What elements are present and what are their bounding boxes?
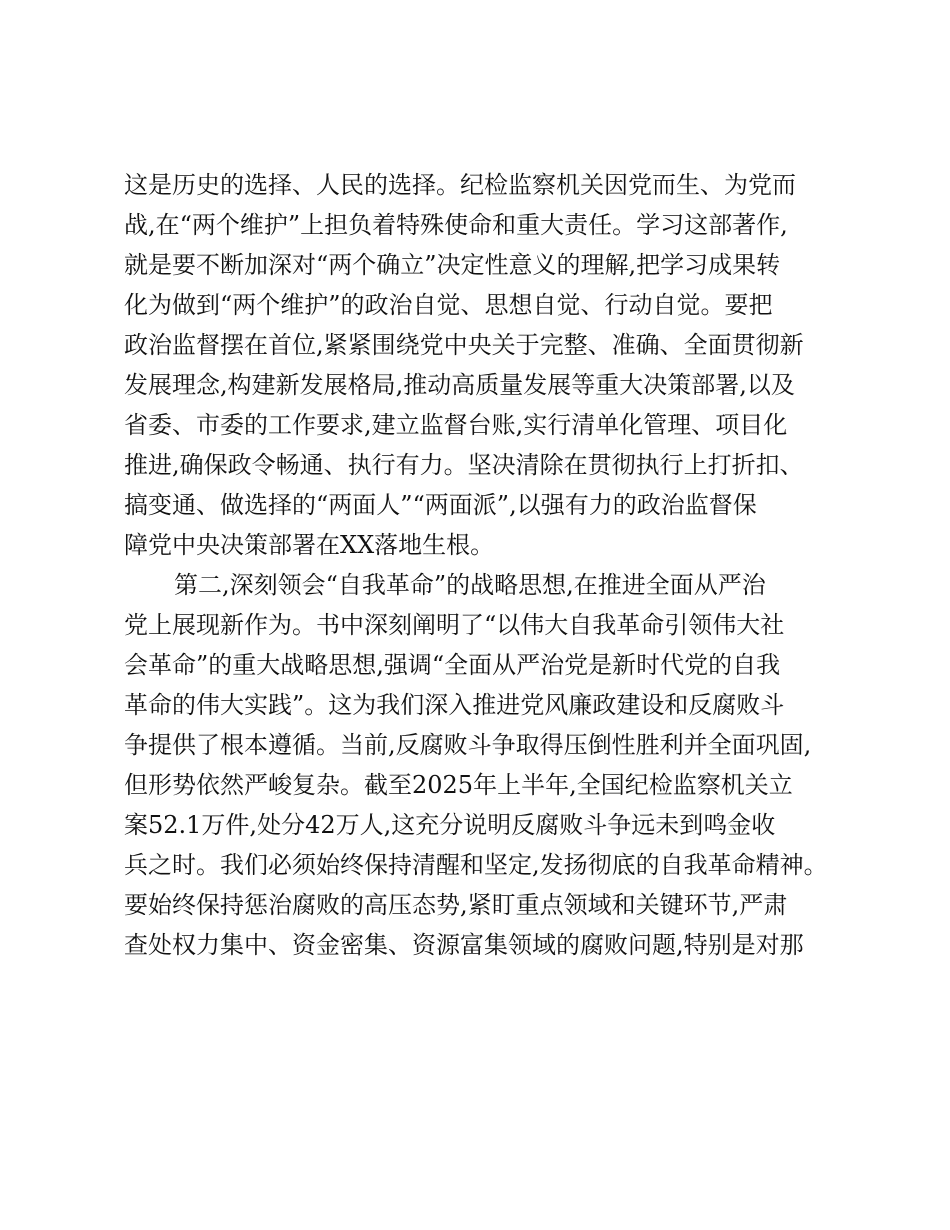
text-line: 推进,确保政令畅通、执行有力。坚决清除在贯彻执行上打折扣、 — [124, 451, 804, 479]
text-line: 搞变通、做选择的“两面人”“两面派”,以强有力的政治监督保 — [124, 491, 757, 519]
body-text — [124, 165, 854, 965]
text-line: 兵之时。我们必须始终保持清醒和坚定,发扬彻底的自我革命精神。 — [124, 851, 828, 879]
text-line: 但形势依然严峻复杂。截至2025年上半年,全国纪检监察机关立 — [124, 771, 793, 799]
text-line: 战,在“两个维护”上担负着特殊使命和重大责任。学习这部著作, — [124, 211, 788, 239]
paragraph-start-line: 第二,深刻领会“自我革命”的战略思想,在推进全面从严治 — [174, 571, 766, 599]
text-line: 就是要不断加深对“两个确立”决定性意义的理解,把学习成果转 — [124, 251, 781, 279]
text-line: 革命的伟大实践”。这为我们深入推进党风廉政建设和反腐败斗 — [124, 691, 785, 719]
text-line: 发展理念,构建新发展格局,推动高质量发展等重大决策部署,以及 — [124, 371, 795, 399]
text-line: 要始终保持惩治腐败的高压态势,紧盯重点领域和关键环节,严肃 — [124, 891, 788, 919]
text-line: 障党中央决策部署在XX落地生根。 — [124, 531, 495, 559]
text-line: 这是历史的选择、人民的选择。纪检监察机关因党而生、为党而 — [124, 171, 796, 199]
text-line: 会革命”的重大战略思想,强调“全面从严治党是新时代党的自我 — [124, 651, 781, 679]
text-line: 查处权力集中、资金密集、资源富集领域的腐败问题,特别是对那 — [124, 931, 804, 959]
text-line: 党上展现新作为。书中深刻阐明了“以伟大自我革命引领伟大社 — [124, 611, 785, 639]
text-line: 化为做到“两个维护”的政治自觉、思想自觉、行动自觉。要把 — [124, 291, 773, 319]
text-line: 政治监督摆在首位,紧紧围绕党中央关于完整、准确、全面贯彻新 — [124, 331, 804, 359]
text-line: 案52.1万件,处分42万人,这充分说明反腐败斗争远未到鸣金收 — [124, 811, 776, 839]
text-line: 争提供了根本遵循。当前,反腐败斗争取得压倒性胜利并全面巩固, — [124, 731, 812, 759]
text-line: 省委、市委的工作要求,建立监督台账,实行清单化管理、项目化 — [124, 411, 788, 439]
